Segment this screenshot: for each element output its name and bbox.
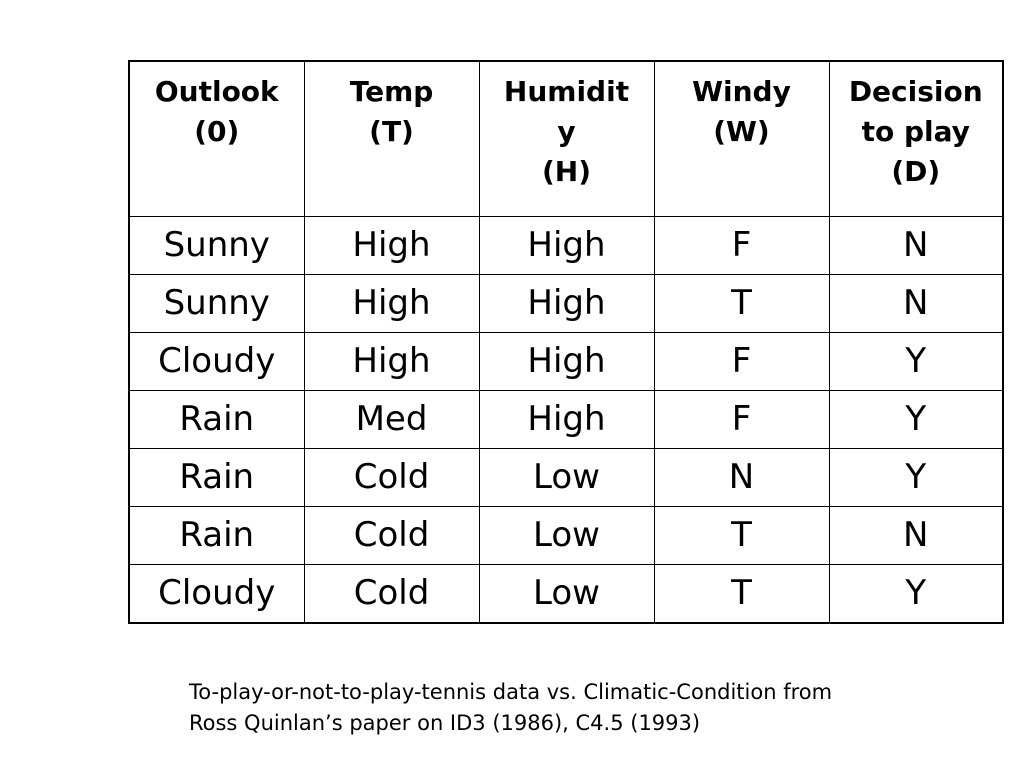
cell-decision: Y (829, 332, 1003, 390)
cell-temp: Cold (304, 564, 479, 623)
table-caption (189, 677, 949, 739)
header-line: Outlook (154, 75, 279, 108)
cell-windy: N (654, 448, 829, 506)
cell-humidity: Low (479, 564, 654, 623)
cell-temp: High (304, 274, 479, 332)
cell-humidity: High (479, 216, 654, 274)
header-line: Temp (349, 75, 434, 108)
header-line: Decision (848, 75, 983, 108)
header-line: (D) (891, 155, 941, 188)
cell-outlook: Cloudy (129, 564, 304, 623)
cell-decision: N (829, 274, 1003, 332)
cell-windy: F (654, 332, 829, 390)
header-line: (T) (369, 115, 414, 148)
header-decision (829, 61, 1003, 216)
cell-decision: Y (829, 390, 1003, 448)
header-line: Humidit (503, 75, 630, 108)
cell-humidity: High (479, 274, 654, 332)
cell-outlook: Cloudy (129, 332, 304, 390)
header-line: y (557, 115, 576, 148)
header-humidity (479, 61, 654, 216)
cell-decision: Y (829, 564, 1003, 623)
cell-humidity: High (479, 332, 654, 390)
cell-temp: Med (304, 390, 479, 448)
cell-windy: F (654, 390, 829, 448)
cell-humidity: High (479, 390, 654, 448)
header-temp (304, 61, 479, 216)
cell-decision: N (829, 506, 1003, 564)
header-line: (W) (713, 115, 770, 148)
table-row (129, 332, 1003, 390)
cell-temp: High (304, 332, 479, 390)
cell-outlook: Rain (129, 448, 304, 506)
table-row (129, 390, 1003, 448)
tennis-data-table (128, 60, 1004, 624)
cell-outlook: Rain (129, 390, 304, 448)
cell-decision: Y (829, 448, 1003, 506)
cell-humidity: Low (479, 506, 654, 564)
cell-windy: F (654, 216, 829, 274)
header-row (129, 61, 1003, 216)
table-row (129, 564, 1003, 623)
header-outlook (129, 61, 304, 216)
cell-temp: Cold (304, 448, 479, 506)
header-line: Windy (692, 75, 791, 108)
cell-outlook: Sunny (129, 274, 304, 332)
table-row (129, 506, 1003, 564)
cell-outlook: Rain (129, 506, 304, 564)
cell-windy: T (654, 506, 829, 564)
cell-temp: High (304, 216, 479, 274)
table-row (129, 274, 1003, 332)
header-line: (0) (194, 115, 240, 148)
caption-line: Ross Quinlan’s paper on ID3 (1986), C4.5 (1993) (189, 711, 701, 735)
cell-decision: N (829, 216, 1003, 274)
header-windy (654, 61, 829, 216)
table-row (129, 448, 1003, 506)
caption-line: To-play-or-not-to-play-tennis data vs. Climatic-Condition from (189, 680, 833, 704)
cell-humidity: Low (479, 448, 654, 506)
cell-outlook: Sunny (129, 216, 304, 274)
table-row (129, 216, 1003, 274)
cell-windy: T (654, 274, 829, 332)
cell-temp: Cold (304, 506, 479, 564)
header-line: (H) (541, 155, 592, 188)
header-line: to play (861, 115, 970, 148)
cell-windy: T (654, 564, 829, 623)
